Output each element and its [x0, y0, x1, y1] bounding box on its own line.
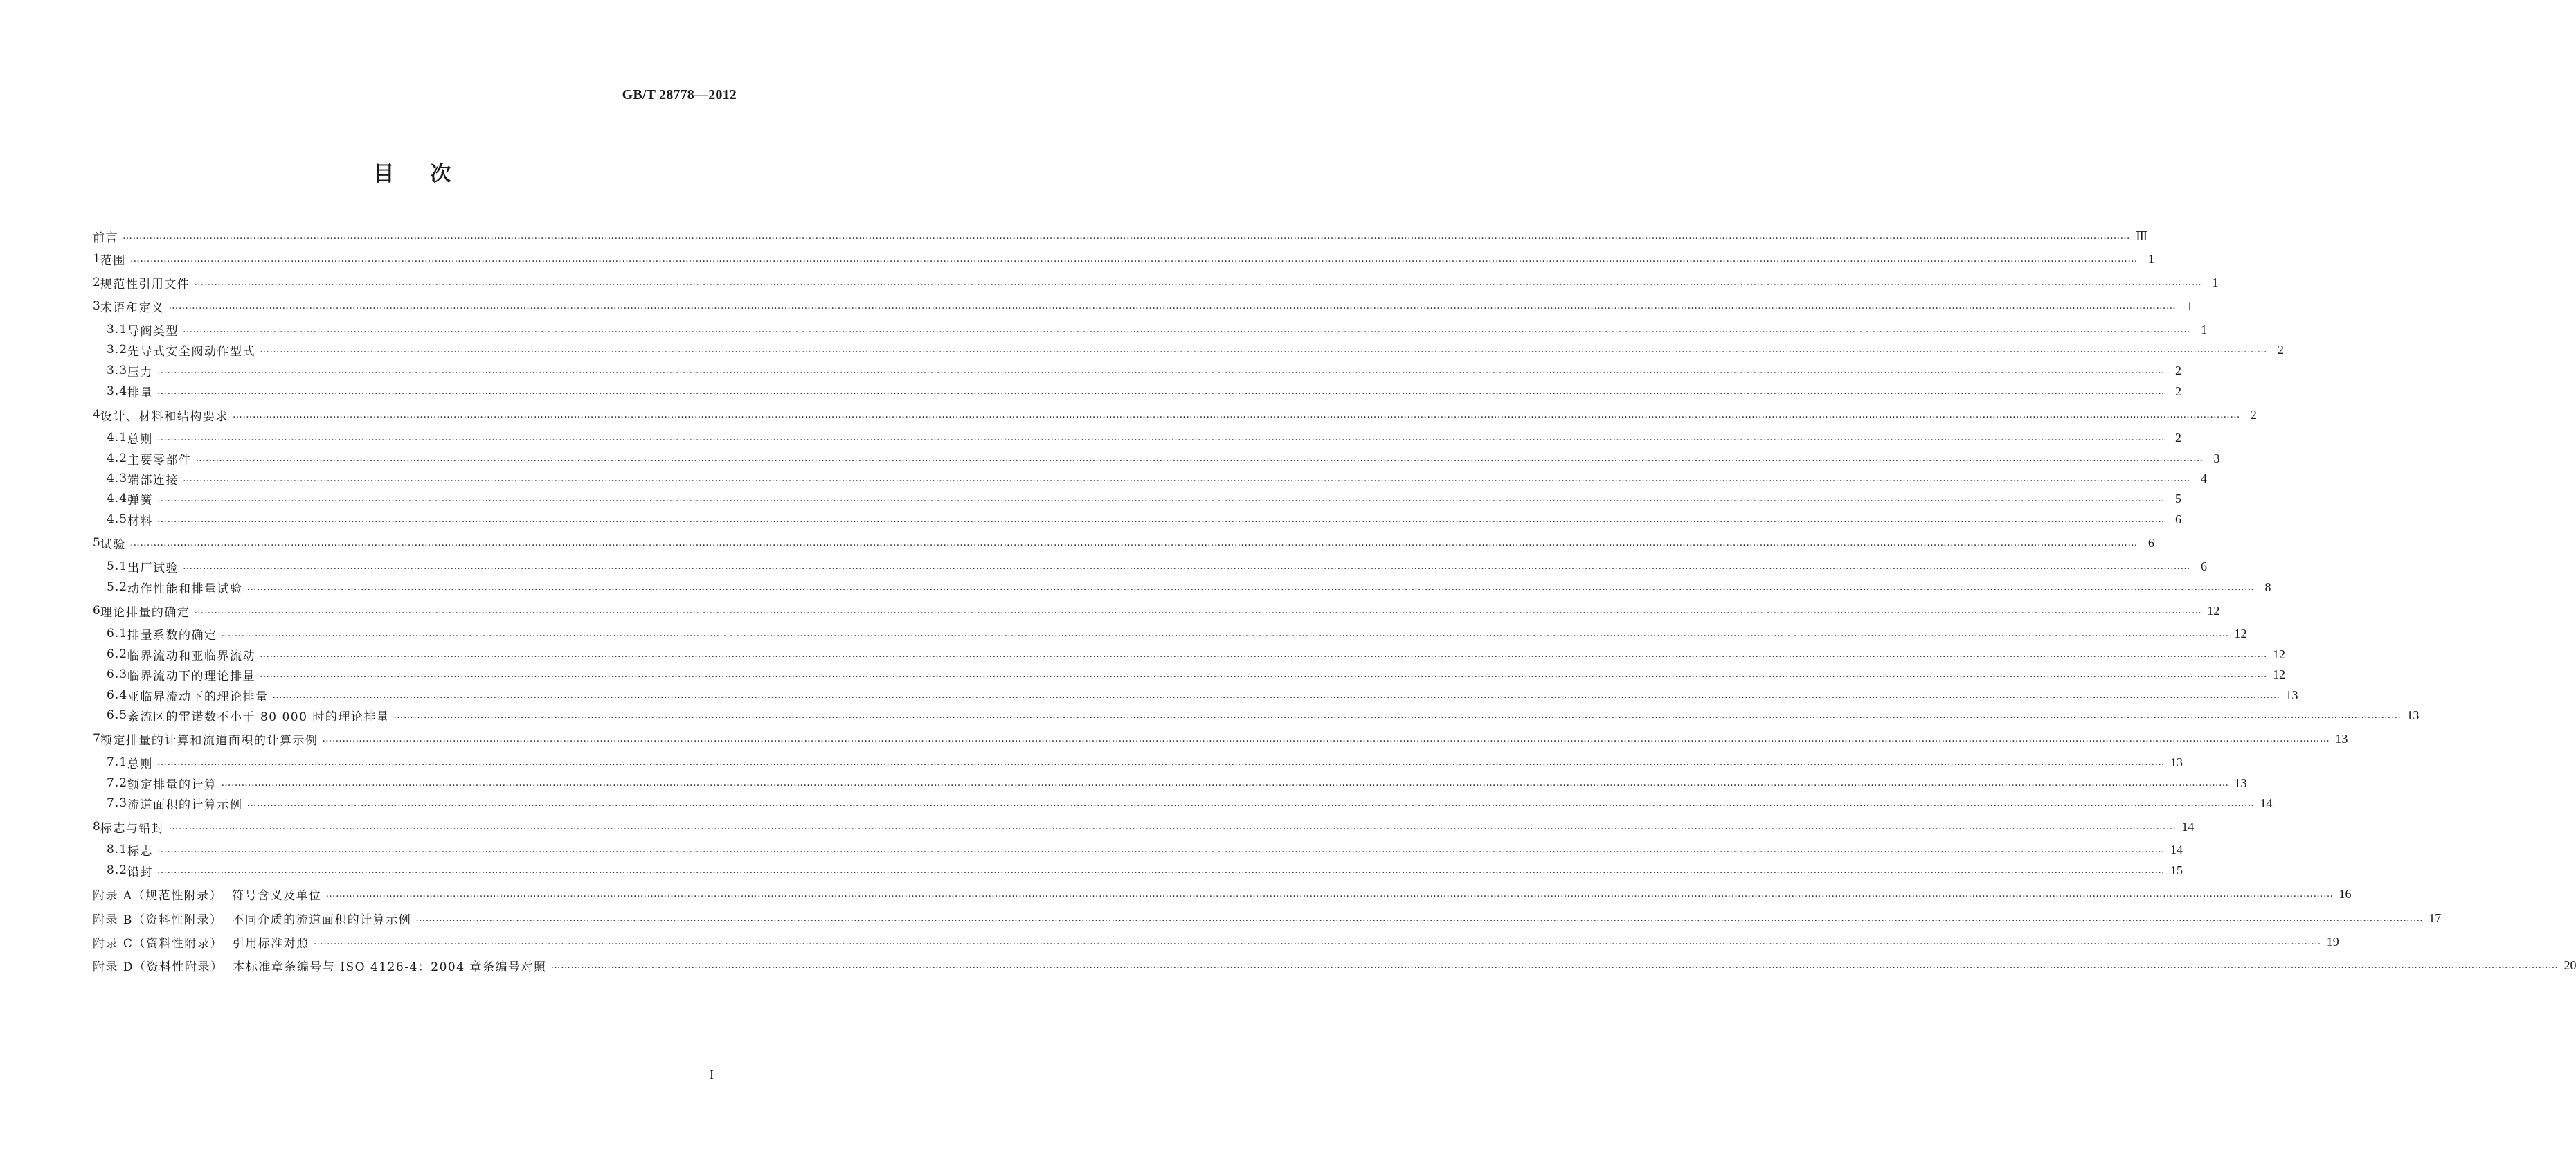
toc-entry-page: 2 [2278, 342, 2285, 357]
toc-entry-label: 压力 [127, 365, 154, 379]
dot-leader: …………………………………………………………………………………………………………………………………………………………………………………………………………………………………………………………………………………………………………………………………………………………………………………………………………………………………………………………………………………………………………………………………………………… [221, 628, 2229, 639]
toc-entry[interactable] [107, 705, 2420, 726]
toc-entry[interactable] [93, 931, 2339, 952]
toc-entry[interactable] [107, 773, 2247, 793]
toc-entry-label: 额定排量的计算 [127, 778, 217, 792]
toc-entry-label: 前言 [93, 231, 118, 245]
toc-entry-number: 5.2 [107, 580, 128, 594]
toc-entry-page: 15 [2170, 863, 2183, 877]
dot-leader: …………………………………………………………………………………………………………………………………………………………………………………………………………………………………………………………………………………………………………………………………………………………………………………………………………………………………………………………………………………………………………………………………………………… [415, 913, 2424, 924]
toc-entry-page: 6 [2175, 512, 2182, 526]
toc-entry-label: 排量 [127, 386, 154, 400]
toc-entry[interactable] [107, 381, 2182, 402]
toc-entry-page: 12 [2273, 647, 2286, 661]
toc-entry-page: 14 [2260, 796, 2273, 810]
dot-leader: …………………………………………………………………………………………………………………………………………………………………………………………………………………………………………………………………………………………………………………………………………………………………………………………………………………………………………………………………………………………………………………………………………………… [221, 778, 2229, 789]
toc-entry-number: 7 [93, 732, 100, 746]
toc-entry-number: 1 [93, 252, 100, 266]
toc-entry-number: 8 [93, 820, 100, 834]
toc-entry-label: 术语和定义 [100, 301, 165, 315]
toc-entry[interactable] [107, 488, 2182, 509]
toc-entry-page: 16 [2339, 886, 2352, 901]
toc-entry-number: 3.3 [107, 364, 128, 377]
toc-entry-page: 3 [2213, 451, 2220, 465]
toc-entry-page: 13 [2170, 755, 2183, 769]
toc-entry-label: 导阀类型 [127, 324, 179, 339]
toc-entry[interactable] [107, 509, 2182, 530]
toc-entry-number: 6.2 [107, 647, 128, 661]
dot-leader: …………………………………………………………………………………………………………………………………………………………………………………………………………………………………………………………………………………………………………………………………………………………………………………………………………………………………………………………………………………………………………………………………………………… [168, 821, 2177, 832]
toc-entry-page: 12 [2273, 667, 2286, 681]
toc-entry[interactable] [107, 664, 2286, 685]
toc-entry-number: 3.2 [107, 343, 128, 357]
toc-entry-number: 6.3 [107, 667, 128, 681]
toc-entry-number: 6 [93, 604, 100, 618]
toc-entry[interactable] [107, 360, 2182, 381]
dot-leader: …………………………………………………………………………………………………………………………………………………………………………………………………………………………………………………………………………………………………………………………………………………………………………………………………………………………………………………………………………………………………………………………………………………… [129, 537, 2138, 548]
toc-entry-number: 2 [93, 276, 100, 289]
toc-entry-number: 3 [93, 299, 100, 313]
toc-entry-label: 出厂试验 [127, 561, 179, 575]
toc-entry[interactable] [93, 955, 2576, 976]
dot-leader: …………………………………………………………………………………………………………………………………………………………………………………………………………………………………………………………………………………………………………………………………………………………………………………………………………………………………………………………………………………………………………………………………………………… [246, 798, 2255, 809]
toc-entry-page: 12 [2234, 626, 2247, 640]
toc-entry[interactable] [107, 468, 2208, 489]
toc-entry-label: 试验 [100, 537, 126, 552]
toc-entry[interactable] [93, 600, 2220, 621]
toc-entry[interactable] [107, 577, 2271, 598]
toc-entry-page: 2 [2250, 407, 2257, 422]
toc-entry-number: 7.2 [107, 776, 128, 790]
dot-leader: …………………………………………………………………………………………………………………………………………………………………………………………………………………………………………………………………………………………………………………………………………………………………………………………………………………………………………………………………………………………………………………………………………………… [260, 344, 2268, 355]
toc-entry-page: 1 [2186, 298, 2193, 313]
toc-entry[interactable] [93, 884, 2352, 904]
toc-entry[interactable] [107, 860, 2183, 881]
toc-entry[interactable] [107, 793, 2273, 814]
toc-entry[interactable] [107, 623, 2247, 644]
toc-entry-page: 1 [2201, 322, 2208, 337]
toc-entry-label: 动作性能和排量试验 [127, 582, 243, 596]
toc-entry-label: 附录 B（资料性附录） 不同介质的流道面积的计算示例 [93, 913, 412, 927]
toc-entry-page: 19 [2326, 934, 2339, 949]
toc-entry[interactable] [93, 296, 2193, 316]
toc-entry-number: 8.1 [107, 843, 128, 856]
toc-entry[interactable] [107, 319, 2208, 340]
toc-entry-label: 流道面积的计算示例 [127, 798, 243, 812]
toc-entry[interactable] [93, 532, 2154, 553]
toc-entry[interactable] [107, 427, 2182, 448]
dot-leader: …………………………………………………………………………………………………………………………………………………………………………………………………………………………………………………………………………………………………………………………………………………………………………………………………………………………………………………………………………………………………………………………………………………… [550, 960, 2559, 971]
toc-entry-label: 材料 [127, 514, 154, 528]
dot-leader: …………………………………………………………………………………………………………………………………………………………………………………………………………………………………………………………………………………………………………………………………………………………………………………………………………………………………………………………………………………………………………………………………………………… [194, 605, 2202, 616]
page-number: I [710, 1068, 714, 1082]
dot-leader: …………………………………………………………………………………………………………………………………………………………………………………………………………………………………………………………………………………………………………………………………………………………………………………………………………………………………………………………………………………………………………………………………………………… [260, 669, 2268, 680]
dot-leader: …………………………………………………………………………………………………………………………………………………………………………………………………………………………………………………………………………………………………………………………………………………………………………………………………………………………………………………………………………………………………………………………………………………… [129, 253, 2138, 264]
dot-leader: …………………………………………………………………………………………………………………………………………………………………………………………………………………………………………………………………………………………………………………………………………………………………………………………………………………………………………………………………………………………………………………………………………………… [157, 493, 2165, 504]
toc-entry-label: 铅封 [127, 865, 154, 879]
toc-entry-page: 14 [2170, 842, 2183, 856]
toc-entry-number: 6.1 [107, 627, 128, 640]
toc-entry-number: 6.5 [107, 708, 128, 722]
dot-leader: …………………………………………………………………………………………………………………………………………………………………………………………………………………………………………………………………………………………………………………………………………………………………………………………………………………………………………………………………………………………………………………………………………………… [157, 844, 2165, 855]
toc-entry-number: 5.1 [107, 559, 128, 573]
toc-entry[interactable] [107, 839, 2183, 860]
toc-entry-page: 2 [2175, 363, 2182, 377]
toc-entry-label: 规范性引用文件 [100, 277, 190, 292]
toc-entry-label: 总则 [127, 757, 154, 771]
dot-leader: …………………………………………………………………………………………………………………………………………………………………………………………………………………………………………………………………………………………………………………………………………………………………………………………………………………………………………………………………………………………………………………………………………………… [168, 301, 2177, 312]
toc-entry[interactable] [107, 448, 2220, 469]
toc-entry-label: 临界流动下的理论排量 [127, 669, 256, 683]
toc-entry-page: 8 [2264, 580, 2271, 594]
toc-entry-number: 7.3 [107, 796, 128, 810]
toc-entry-label: 标志 [127, 844, 154, 859]
toc-entry-label: 设计、材料和结构要求 [100, 409, 228, 424]
toc-entry[interactable] [93, 404, 2257, 425]
dot-leader: …………………………………………………………………………………………………………………………………………………………………………………………………………………………………………………………………………………………………………………………………………………………………………………………………………………………………………………………………………………………………………………………………………………… [260, 649, 2268, 660]
toc-entry-number: 4.3 [107, 472, 128, 485]
toc-entry-page: 13 [2335, 731, 2348, 746]
dot-leader: …………………………………………………………………………………………………………………………………………………………………………………………………………………………………………………………………………………………………………………………………………………………………………………………………………………………………………………………………………………………………………………………………………………… [157, 514, 2165, 525]
toc-entry-number: 4.2 [107, 451, 128, 465]
toc-entry-page: 2 [2175, 384, 2182, 398]
toc-entry[interactable] [93, 226, 2148, 246]
toc-entry-number: 4.1 [107, 431, 128, 445]
dot-leader: …………………………………………………………………………………………………………………………………………………………………………………………………………………………………………………………………………………………………………………………………………………………………………………………………………………………………………………………………………………………………………………………………………………… [157, 386, 2165, 397]
dot-leader: …………………………………………………………………………………………………………………………………………………………………………………………………………………………………………………………………………………………………………………………………………………………………………………………………………………………………………………………………………………………………………………………………………………… [157, 365, 2165, 376]
toc-entry-label: 附录 C（资料性附录） 引用标准对照 [93, 936, 309, 951]
dot-leader: …………………………………………………………………………………………………………………………………………………………………………………………………………………………………………………………………………………………………………………………………………………………………………………………………………………………………………………………………………………………………………………………………………………… [183, 473, 2191, 484]
toc-entry-label: 临界流动和亚临界流动 [127, 649, 256, 663]
dot-leader: …………………………………………………………………………………………………………………………………………………………………………………………………………………………………………………………………………………………………………………………………………………………………………………………………………………………………………………………………………………………………………………………………………………… [183, 324, 2191, 335]
dot-leader: …………………………………………………………………………………………………………………………………………………………………………………………………………………………………………………………………………………………………………………………………………………………………………………………………………………………………………………………………………………………………………………………………………………… [195, 453, 2204, 464]
dot-leader: …………………………………………………………………………………………………………………………………………………………………………………………………………………………………………………………………………………………………………………………………………………………………………………………………………………………………………………………………………………………………………………………………………………… [157, 757, 2165, 768]
toc-entry[interactable] [107, 556, 2208, 577]
toc-entry-page: 5 [2175, 491, 2182, 505]
toc-entry-page: 6 [2147, 535, 2154, 550]
toc-entry-page: 4 [2201, 471, 2208, 485]
standard-code: GB/T 28778—2012 [622, 87, 737, 102]
toc-entry-page: 12 [2207, 603, 2220, 618]
toc-entry-number: 4 [93, 408, 100, 422]
toc-entry-label: 主要零部件 [127, 453, 192, 467]
toc-entry[interactable] [107, 644, 2286, 665]
toc-entry-label: 排量系数的确定 [127, 628, 217, 643]
toc-entry-label: 紊流区的雷诺数不小于 80 000 时的理论排量 [127, 710, 390, 724]
dot-leader: …………………………………………………………………………………………………………………………………………………………………………………………………………………………………………………………………………………………………………………………………………………………………………………………………………………………………………………………………………………………………………………………………………………… [325, 888, 2334, 899]
toc-entry-page: 20 [2564, 958, 2576, 972]
toc-entry-page: 13 [2285, 688, 2298, 702]
toc-entry-page: 13 [2234, 775, 2247, 790]
dot-leader: …………………………………………………………………………………………………………………………………………………………………………………………………………………………………………………………………………………………………………………………………………………………………………………………………………………………………………………………………………………………………………………………………………………… [322, 733, 2330, 744]
toc-entry[interactable] [93, 249, 2154, 269]
dot-leader: …………………………………………………………………………………………………………………………………………………………………………………………………………………………………………………………………………………………………………………………………………………………………………………………………………………………………………………………………………………………………………………………………………………… [183, 561, 2191, 572]
toc-entry-number: 6.4 [107, 688, 128, 702]
toc-entry-label: 先导式安全阀动作型式 [127, 344, 256, 359]
toc-entry-label: 亚临界流动下的理论排量 [127, 690, 269, 704]
toc-entry-number: 4.4 [107, 492, 128, 505]
dot-leader: …………………………………………………………………………………………………………………………………………………………………………………………………………………………………………………………………………………………………………………………………………………………………………………………………………………………………………………………………………………………………………………………………………………… [194, 277, 2202, 288]
toc-entry-page: Ⅲ [2136, 228, 2148, 243]
toc-entry[interactable] [93, 816, 2195, 837]
toc-entry-label: 额定排量的计算和流道面积的计算示例 [100, 733, 318, 748]
toc-entry-page: 17 [2429, 911, 2442, 925]
toc-entry-label: 附录 D（资料性附录） 本标准章条编号与 ISO 4126-4：2004 章条编号对照 [93, 960, 547, 974]
toc-entry-number: 7.1 [107, 755, 128, 769]
toc-entry[interactable] [93, 272, 2219, 293]
dot-leader: …………………………………………………………………………………………………………………………………………………………………………………………………………………………………………………………………………………………………………………………………………………………………………………………………………………………………………………………………………………………………………………………………………………… [157, 432, 2165, 443]
toc-entry-label: 端部连接 [127, 473, 179, 487]
toc-entry-number: 5 [93, 536, 100, 550]
toc-entry-label: 理论排量的确定 [100, 605, 190, 620]
toc-entry-label: 弹簧 [127, 493, 154, 508]
dot-leader: …………………………………………………………………………………………………………………………………………………………………………………………………………………………………………………………………………………………………………………………………………………………………………………………………………………………………………………………………………………………………………………………………………………… [232, 409, 2240, 420]
toc-entry-page: 1 [2212, 275, 2219, 289]
toc-entry-number: 8.2 [107, 863, 128, 877]
toc-entry-label: 附录 A（规范性附录） 符号含义及单位 [93, 888, 322, 903]
dot-leader: …………………………………………………………………………………………………………………………………………………………………………………………………………………………………………………………………………………………………………………………………………………………………………………………………………………………………………………………………………………………………………………………………………………… [157, 865, 2165, 876]
dot-leader: …………………………………………………………………………………………………………………………………………………………………………………………………………………………………………………………………………………………………………………………………………………………………………………………………………………………………………………………………………………………………………………………………………………… [393, 710, 2402, 721]
toc-entry[interactable] [107, 339, 2285, 360]
toc-entry-page: 6 [2201, 559, 2208, 573]
toc-entry-page: 1 [2147, 251, 2154, 266]
toc-entry[interactable] [107, 685, 2298, 706]
toc-entry[interactable] [93, 728, 2348, 749]
toc-entry-page: 2 [2175, 430, 2182, 445]
toc-entry-label: 总则 [127, 432, 154, 447]
toc-entry[interactable] [107, 752, 2183, 773]
toc-entry-page: 13 [2406, 708, 2420, 722]
dot-leader: …………………………………………………………………………………………………………………………………………………………………………………………………………………………………………………………………………………………………………………………………………………………………………………………………………………………………………………………………………………………………………………………………………………… [272, 690, 2280, 701]
toc-entry-page: 14 [2181, 819, 2195, 834]
page-title: 目次 [373, 162, 487, 186]
toc-entry-label: 范围 [100, 253, 126, 268]
toc-entry-number: 3.4 [107, 384, 128, 398]
dot-leader: …………………………………………………………………………………………………………………………………………………………………………………………………………………………………………………………………………………………………………………………………………………………………………………………………………………………………………………………………………………………………………………………………………………… [246, 582, 2255, 593]
toc-entry[interactable] [93, 908, 2442, 929]
dot-leader: …………………………………………………………………………………………………………………………………………………………………………………………………………………………………………………………………………………………………………………………………………………………………………………………………………………………………………………………………………………………………………………………………………………… [123, 231, 2130, 242]
toc-entry-label: 标志与铅封 [100, 821, 165, 836]
toc-entry-number: 4.5 [107, 512, 128, 526]
toc-entry-number: 3.1 [107, 323, 128, 337]
dot-leader: …………………………………………………………………………………………………………………………………………………………………………………………………………………………………………………………………………………………………………………………………………………………………………………………………………………………………………………………………………………………………………………………………………………… [313, 936, 2321, 947]
